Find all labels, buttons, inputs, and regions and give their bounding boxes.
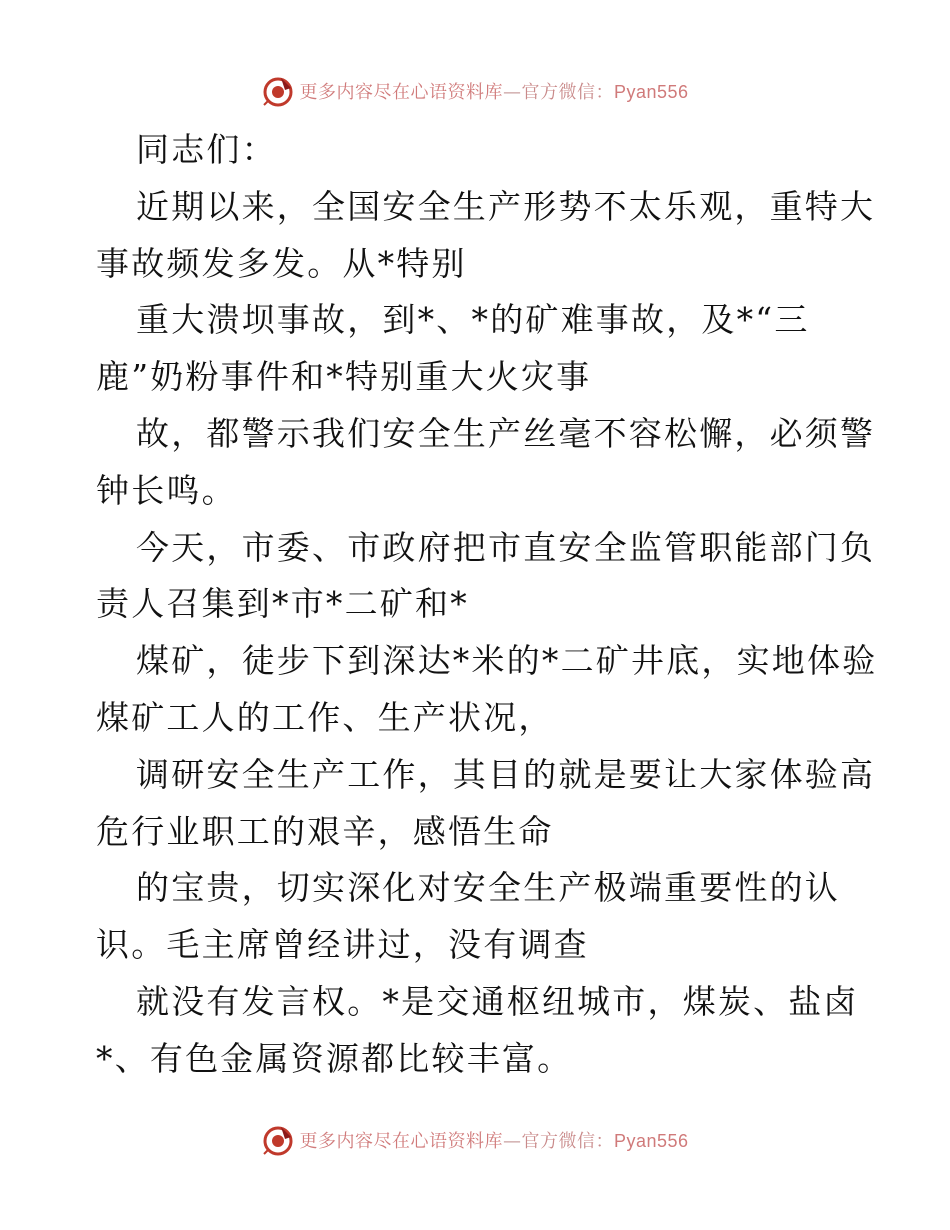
watermark-text	[299, 1127, 688, 1153]
watermark-side: 官方微信：	[521, 1131, 614, 1152]
text-line: 煤矿，徒步下到深达*米的*二矿井底，实地体验	[136, 641, 878, 681]
text-line: 近期以来，全国安全生产形势不太乐观，重特大	[136, 186, 876, 226]
document-body	[96, 122, 878, 1088]
header-watermark	[0, 71, 950, 111]
text-line: 识。毛主席曾经讲过，没有调查	[96, 925, 589, 965]
text-line: 鹿”奶粉事件和*特别重大火灾事	[96, 357, 592, 397]
text-line: 调研安全生产工作，其目的就是要让大家体验高	[136, 754, 876, 794]
footer-watermark	[0, 1120, 950, 1160]
watermark-separator: —	[502, 82, 522, 103]
watermark-separator: —	[502, 1131, 522, 1152]
text-line: 同志们：	[136, 130, 277, 169]
text-line: 重大溃坝事故，到*、*的矿难事故，及*“三	[136, 300, 810, 340]
text-line: 的宝贵，切实深化对安全生产极端重要性的认	[136, 868, 840, 908]
logo-icon	[261, 1123, 295, 1157]
watermark-id: Pyan556	[613, 82, 689, 102]
text-line: 故，都警示我们安全生产丝毫不容松懈，必须警	[136, 413, 876, 453]
text-line: 就没有发言权。*是交通枢纽城市，煤炭、盐卤	[136, 981, 859, 1021]
text-line: 煤矿工人的工作、生产状况，	[96, 697, 554, 737]
watermark-main: 更多内容尽在心语资料库	[299, 1131, 503, 1152]
text-line: 危行业职工的艰辛，感悟生命	[96, 811, 554, 851]
text-line: 钟长鸣。	[96, 470, 237, 510]
watermark-side: 官方微信：	[521, 82, 614, 103]
watermark-id: Pyan556	[613, 1131, 689, 1151]
text-line: 责人召集到*市*二矿和*	[96, 584, 469, 624]
text-line: 今天，市委、市政府把市直安全监管职能部门负	[136, 527, 876, 567]
text-line: *、有色金属资源都比较丰富。	[96, 1038, 573, 1078]
watermark-text	[299, 78, 688, 104]
logo-icon	[261, 74, 295, 108]
watermark-main: 更多内容尽在心语资料库	[299, 82, 503, 103]
text-line: 事故频发多发。从*特别	[96, 243, 467, 283]
